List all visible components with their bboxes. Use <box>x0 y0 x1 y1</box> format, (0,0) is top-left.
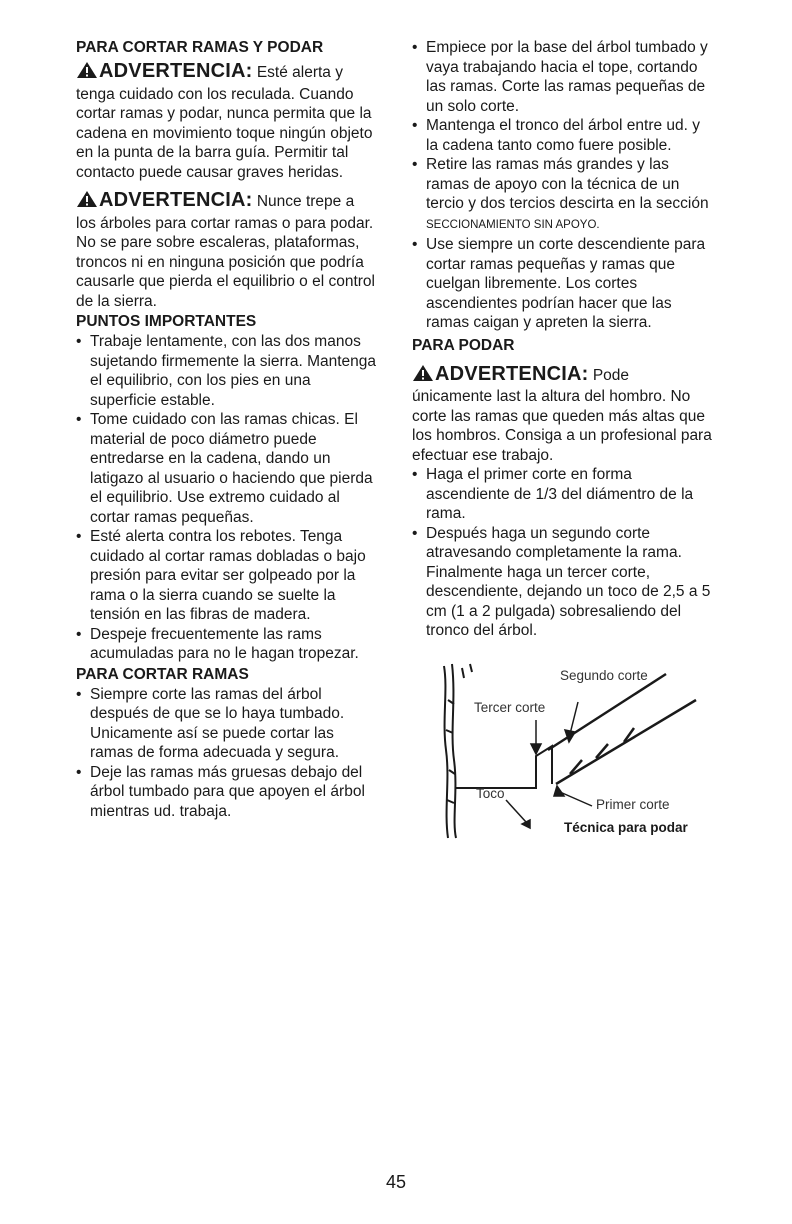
list-item: • Mantenga el tronco del árbol entre ud. y la cadena tanto como fuere posible. <box>412 116 712 155</box>
cutting-branches-list-continued <box>412 38 712 333</box>
list-item: • Despeje frecuentemente las rams acumuladas para no le hagan tropezar. <box>76 625 378 664</box>
warning-shoulder-height <box>412 364 712 466</box>
list-item: • Trabaje lentamente, con las dos manos sujetando firmemente la sierra. Mantenga el equilibrio, con los pies en una superficie estable. <box>76 332 378 410</box>
label-first-cut: Primer corte <box>596 797 670 812</box>
branch <box>548 674 696 784</box>
warning-triangle-icon <box>412 364 434 388</box>
tree-trunk <box>444 664 472 838</box>
important-points-list <box>76 332 378 664</box>
third-cut-arrow <box>531 720 541 754</box>
warning-kickback <box>76 61 378 182</box>
cutting-branches-list <box>76 685 378 822</box>
page-number: 45 <box>385 1172 407 1192</box>
warning-text: Nunce trepe a los árboles para cortar ramas o para podar. No se pare sobre escaleras, plataformas, troncos ni en ninguna posición que podría causarle que pierda el equilibrio o el control de la sierra. <box>76 193 375 310</box>
warning-title: ADVERTENCIA: <box>99 60 253 82</box>
pruning-list <box>412 465 712 641</box>
warning-triangle-icon <box>76 61 98 85</box>
heading-pruning: PARA PODAR <box>412 336 515 354</box>
list-item: • Haga el primer corte en forma ascendiente de 1/3 del diámentro de la rama. <box>412 465 712 524</box>
list-item: • Siempre corte las ramas del árbol después de que se lo haya tumbado. Unicamente así se puede cortar las ramas de forma adecuada y segura. <box>76 685 378 763</box>
pruning-technique-figure <box>436 660 716 840</box>
label-second-cut: Segundo corte <box>560 668 648 683</box>
list-item-text: Retire las ramas más grandes y las ramas de apoyo con la técnica de un tercio y dos tercios descirta en la sección <box>426 156 709 212</box>
heading-cutting-pruning: PARA CORTAR RAMAS Y PODAR <box>76 39 324 56</box>
list-item <box>412 155 712 235</box>
label-stub: Toco <box>476 786 505 801</box>
stub-pointer-arrow <box>506 800 530 828</box>
warning-no-climbing <box>76 190 378 311</box>
warning-title: ADVERTENCIA: <box>435 362 589 385</box>
list-item: • Esté alerta contra los rebotes. Tenga cuidado al cortar ramas dobladas o bajo presión para evitar ser golpeado por la rama o la sierra cuando se suelte la tensión en las fibras de madera. <box>76 527 378 625</box>
warning-text: Pode únicamente last la altura del hombro. No corte las ramas que queden más altas que los hombros. Consiga a un profesional para efectuar ese trabajo. <box>412 366 712 464</box>
pruning-diagram-illustration <box>436 660 716 840</box>
list-item: • Después haga un segundo corte atravesando completamente la rama. Finalmente haga un tercer corte, descendiente, dejando un toco de 2,5 a 5 cm (1 a 2 pulgada) sobresaliendo del tronco del árbol. <box>412 524 712 641</box>
warning-title: ADVERTENCIA: <box>99 189 253 211</box>
warning-triangle-icon <box>76 190 98 214</box>
list-item: • Empiece por la base del árbol tumbado y vaya trabajando hacia el tope, cortando las ramas. Corte las ramas pequeñas de un solo corte. <box>412 38 712 116</box>
left-column <box>76 38 378 821</box>
first-cut-arrow <box>554 786 592 806</box>
list-item: • Use siempre un corte descendiente para cortar ramas pequeñas y ramas que cuelgan libremente. Los cortes ascendientes podrían hacer que las ramas caigan y apreten la sierra. <box>412 235 712 333</box>
label-third-cut: Tercer corte <box>474 700 546 715</box>
list-item: • Deje las ramas más gruesas debajo del árbol tumbado para que apoyen el árbol mientras ud. trabaja. <box>76 763 378 822</box>
list-item: • Tome cuidado con las ramas chicas. El material de poco diámetro puede entredarse en la cadena, dando un latigazo al usuario o haciendo que pierda el equilibrio. Use extremo cuidado al cortar ramas pequeñas. <box>76 410 378 527</box>
second-cut-arrow <box>565 702 578 742</box>
heading-cutting-branches: PARA CORTAR RAMAS <box>76 665 249 683</box>
heading-important-points: PUNTOS IMPORTANTES <box>76 313 257 330</box>
section-reference: SECCIONAMIENTO SIN APOYO. <box>426 218 600 231</box>
right-column <box>412 38 712 641</box>
warning-text: Esté alerta y tenga cuidado con los reculada. Cuando cortar ramas y podar, nunca permita que la cadena en movimiento toque ningún objeto en la punta de la barra guía. Permitir tal contacto puede causar graves heridas. <box>76 64 373 181</box>
figure-caption: Técnica para podar <box>564 820 688 835</box>
